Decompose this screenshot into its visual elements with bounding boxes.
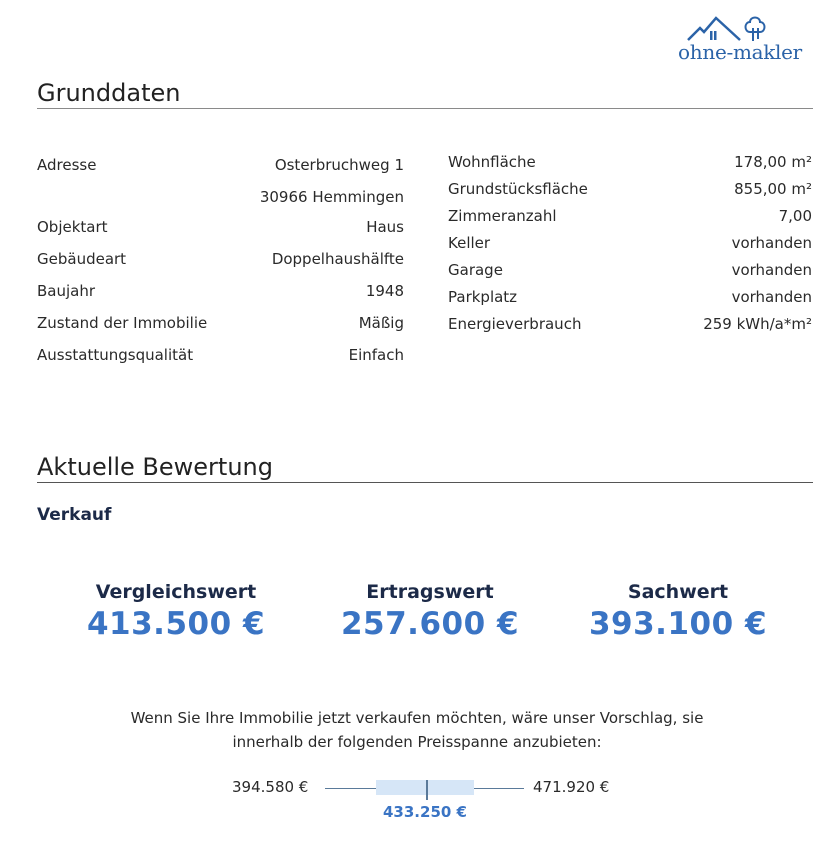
label: Keller [448, 234, 491, 252]
row-baujahr [37, 279, 404, 311]
suggestion-line-1: Wenn Sie Ihre Immobilie jetzt verkaufen möchten, wäre unser Vorschlag, sie [130, 709, 704, 727]
row-garage [448, 258, 812, 285]
price-suggestion-text [60, 706, 774, 754]
ohne-makler-logo[interactable] [664, 14, 816, 64]
valuation-label: Sachwert [627, 581, 729, 603]
row-objektart [37, 215, 404, 247]
valuation-vergleichswert [56, 580, 296, 644]
row-wohnflaeche [448, 150, 812, 177]
value: 1948 [365, 282, 404, 300]
label: Adresse [37, 156, 97, 174]
grunddaten-heading: Grunddaten [37, 79, 813, 109]
row-gebaeudeart [37, 247, 404, 279]
label: Ausstattungsqualität [37, 346, 194, 364]
row-energieverbrauch [448, 312, 812, 339]
row-zustand [37, 311, 404, 343]
row-keller [448, 231, 812, 258]
range-band [376, 780, 474, 795]
row-adresse-ort [37, 185, 404, 215]
house-roof-icon [686, 14, 796, 42]
row-adresse [37, 153, 404, 185]
suggestion-line-2: innerhalb der folgenden Preisspanne anzubieten: [232, 733, 602, 751]
label: Gebäudeart [37, 250, 127, 268]
label: Energieverbrauch [448, 315, 582, 333]
value: 30966 Hemmingen [259, 188, 404, 206]
bewertung-heading: Aktuelle Bewertung [37, 453, 813, 483]
row-parkplatz [448, 285, 812, 312]
valuation-amount: 393.100 € [588, 606, 768, 642]
range-mid-marker [426, 780, 428, 800]
valuation-label: Vergleichswert [95, 581, 257, 603]
trees-icon [746, 18, 765, 42]
value: Doppelhaushälfte [271, 250, 404, 268]
grunddaten-left-table [37, 153, 404, 375]
row-ausstattung [37, 343, 404, 375]
valuation-sachwert [558, 580, 798, 644]
value: 7,00 [778, 207, 812, 225]
row-grundstuecksflaeche [448, 177, 812, 204]
label: Baujahr [37, 282, 96, 300]
value: 855,00 m² [734, 180, 812, 198]
valuation-amount: 413.500 € [86, 606, 266, 642]
valuation-label: Ertragswert [366, 581, 494, 603]
grunddaten-right-table [448, 150, 812, 339]
valuation-ertragswert [310, 580, 550, 644]
value: vorhanden [731, 261, 812, 279]
value: Haus [366, 218, 404, 236]
value: vorhanden [731, 234, 812, 252]
row-zimmeranzahl [448, 204, 812, 231]
range-mid-value: 433.250 € [383, 803, 467, 821]
verkauf-subheading: Verkauf [37, 505, 112, 525]
range-min-value: 394.580 € [232, 778, 309, 796]
range-line-left [325, 788, 376, 789]
label: Parkplatz [448, 288, 518, 306]
label: Objektart [37, 218, 108, 236]
value: Einfach [348, 346, 404, 364]
value: 178,00 m² [734, 153, 812, 171]
label: Zustand der Immobilie [37, 314, 208, 332]
value: Mäßig [358, 314, 404, 332]
logo-text: ohne-makler [678, 40, 802, 64]
label: Garage [448, 261, 503, 279]
range-line-right [474, 788, 524, 789]
label: Grundstücksfläche [448, 180, 588, 198]
value: 259 kWh/a*m² [703, 315, 812, 333]
value: vorhanden [731, 288, 812, 306]
value: Osterbruchweg 1 [274, 156, 404, 174]
label: Wohnfläche [448, 153, 536, 171]
label: Zimmeranzahl [448, 207, 557, 225]
valuation-amount: 257.600 € [340, 606, 520, 642]
range-max-value: 471.920 € [533, 778, 610, 796]
